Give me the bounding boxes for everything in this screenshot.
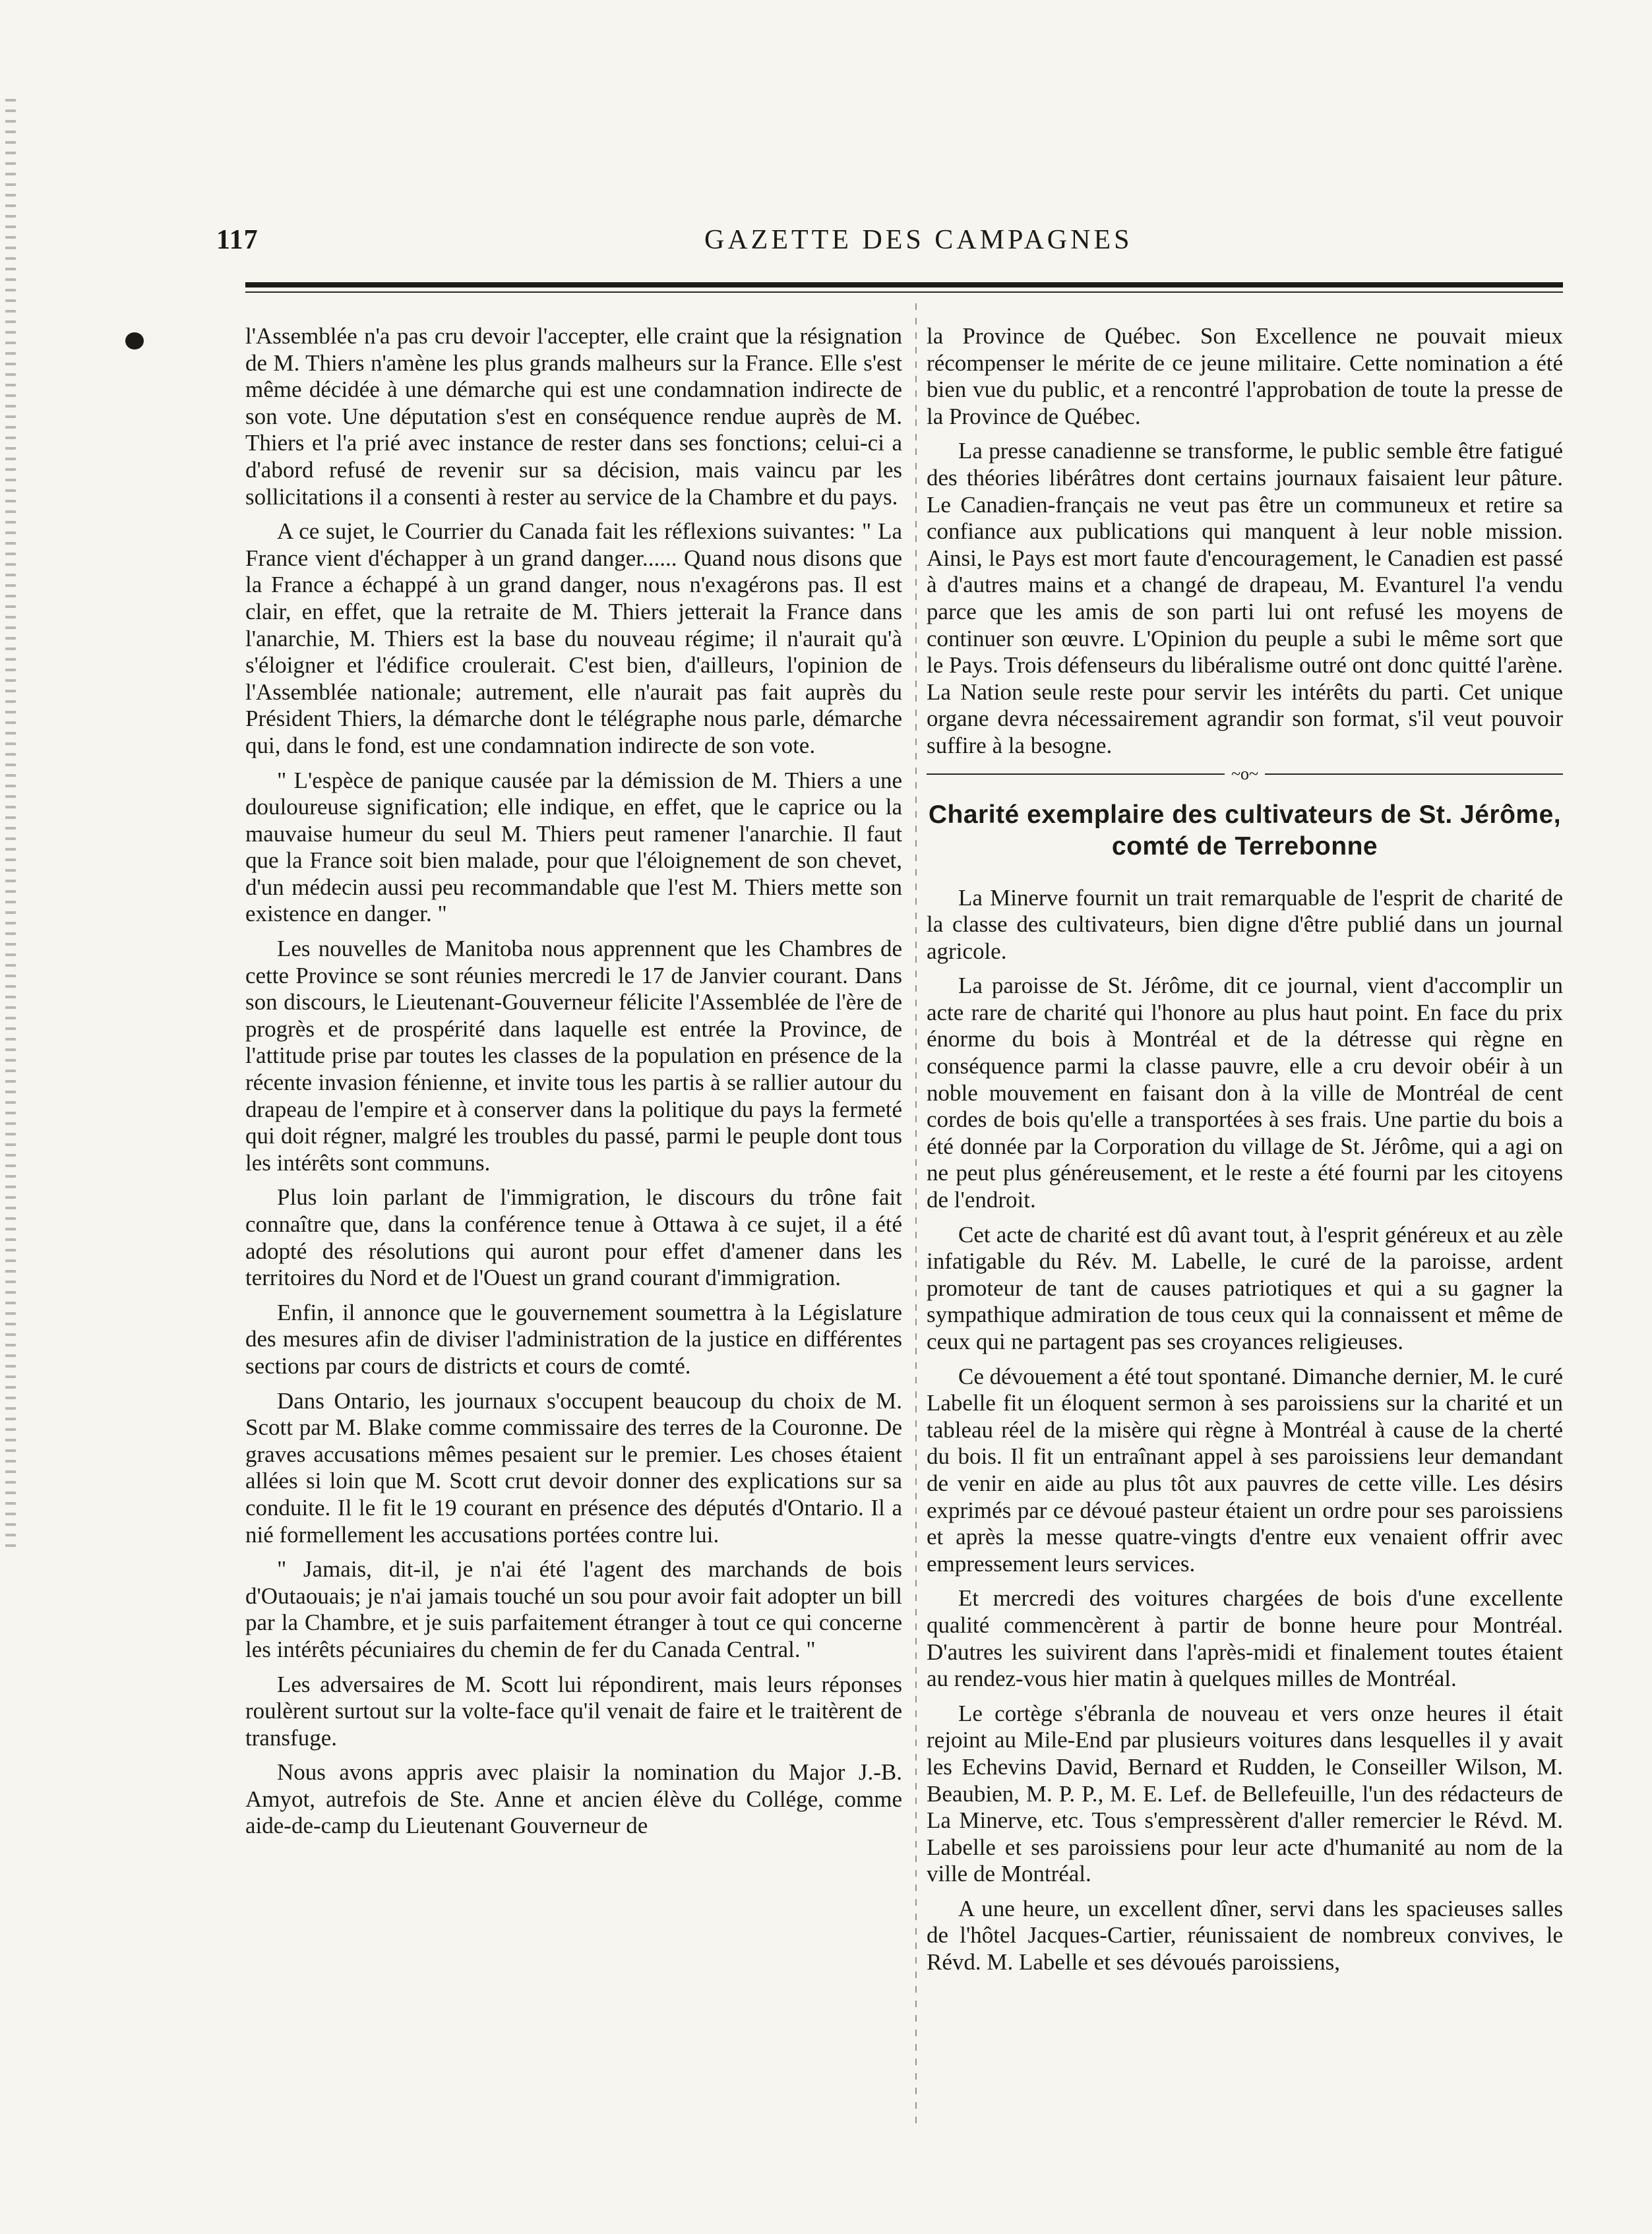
paragraph: Dans Ontario, les journaux s'occupent beaucoup du choix de M. Scott par M. Blake comme commissaire des terres de la Couronne. De graves accusations mêmes pesaient sur le premier. Les choses étaient allées si loin que M. Scott crut devoir donner des explications sur sa conduite. Il le fit le 19 courant en présence des députés d'Ontario. Il a nié formellement les accusations portées contre lui. xyxy=(245,1387,902,1548)
paragraph: la Province de Québec. Son Excellence ne pouvait mieux récompenser le mérite de ce jeune militaire. Cette nomination a été bien vue du public, et a rencontré l'approbation de toute la presse de la Province de Québec. xyxy=(927,323,1563,429)
page-number: 117 xyxy=(216,225,259,255)
article-title: Charité exemplaire des cultivateurs de St. Jérôme, comté de Terrebonne xyxy=(928,800,1562,860)
column-divider xyxy=(915,303,917,2123)
page-title: GAZETTE DES CAMPAGNES xyxy=(704,225,1133,255)
paragraph: Et mercredi des voitures chargées de bois d'une excellente qualité commencèrent à partir de bonne heure pour Montréal. D'autres les suivirent dans l'après-midi et finalement toutes étaient au rendez-vous hier matin à quelques milles de Montréal. xyxy=(927,1585,1563,1692)
paragraph: A une heure, un excellent dîner, servi dans les spacieuses salles de l'hôtel Jacques-Cartier, réunissaient de nombreux convives, le Révd. M. Labelle et ses dévoués paroissiens, xyxy=(927,1895,1563,1976)
paragraph: Ce dévouement a été tout spontané. Dimanche dernier, M. le curé Labelle fit un éloquent sermon à ses paroissiens sur la charité et un tableau réel de la misère qui règne à Montréal à cause de la cherté du bois. Il fit un entraînant appel à ses paroissiens leur demandant de venir en aide au plus tôt aux pauvres de cette ville. Les désirs exprimés par ce dévoué pasteur étaient un ordre pour ses paroissiens et après la messe quatre-vingts d'entre eux venaient offrir avec empressement leurs services. xyxy=(927,1363,1564,1577)
paragraph: Le cortège s'ébranla de nouveau et vers onze heures il était rejoint au Mile-End par plusieurs voitures dans lesquelles il y avait les Echevins David, Bernard et Rudden, le Conseiller Wilson, M. Beaubien, M. P. P., M. E. Lef. de Bellefeuille, l'un des rédacteurs de La Minerve, etc. Tous s'empressèrent d'aller remercier le Révd. M. Labelle et ses paroissiens pour leur acte d'humanité au nom de la ville de Montréal. xyxy=(927,1700,1563,1887)
paragraph: Les nouvelles de Manitoba nous apprennent que les Chambres de cette Province se sont réunies mercredi le 17 de Janvier courant. Dans son discours, le Lieutenant-Gouverneur félicite l'Assemblée de l'ère de progrès et de prospérité dans laquelle est entrée la Province, de l'attitude prise par toutes les classes de la population en présence de la récente invasion fénienne, et invite tous les partis à se rallier autour du drapeau de l'empire et à conserver dans la politique du pays la fermeté qui doit régner, malgré les troubles du passé, parmi le peuple dont tous les intérêts sont communs. xyxy=(245,936,902,1176)
right-column xyxy=(927,323,1563,1984)
scan-edge-marks xyxy=(5,99,16,1550)
ornament-line xyxy=(1265,773,1563,775)
paragraph: A ce sujet, le Courrier du Canada fait les réflexions suivantes: " La France vient d'échapper à un grand danger...... Quand nous disons que la France a échappé à un grand danger, nous n'exagérons pas. Il est clair, en effet, que la retraite de M. Thiers jetterait la France dans l'anarchie, M. Thiers est la base du nouveau régime; il n'aurait qu'à s'éloigner et l'édifice croulerait. C'est bien, d'ailleurs, l'opinion de l'Assemblée nationale; autrement, elle n'aurait pas fait auprès du Président Thiers, la démarche dont le télégraphe nous parle, démarche qui, dans le fond, est une condamnation indirecte de son vote. xyxy=(245,518,902,758)
paragraph: Enfin, il annonce que le gouvernement soumettra à la Législature des mesures afin de diviser l'administration de la justice en différentes sections par cours de districts et cours de comté. xyxy=(245,1299,902,1379)
paragraph: " L'espèce de panique causée par la démission de M. Thiers a une douloureuse signification; elle indique, en effet, que le caprice ou la mauvaise humeur du seul M. Thiers peut ramener l'anarchie. Il faut que la France soit bien malade, pour que l'éloignement de son chevet, d'un médecin aussi peu recommandable que l'est M. Thiers mette son existence en danger. " xyxy=(245,767,902,927)
header-rule xyxy=(245,282,1563,287)
paragraph: Les adversaires de M. Scott lui répondirent, mais leurs réponses roulèrent surtout sur la volte-face qu'il venait de faire et le traitèrent de transfuge. xyxy=(245,1671,902,1751)
paragraph: Cet acte de charité est dû avant tout, à l'esprit généreux et au zèle infatigable du Rév. M. Labelle, le curé de la paroisse, ardent promoteur de tant de causes patriotiques et qui a su gagner la sympathique admiration de tous ceux qui la connaissent et même de ceux qui ne partagent pas ses croyances religieuses. xyxy=(927,1221,1563,1354)
paragraph: La Minerve fournit un trait remarquable de l'esprit de charité de la classe des cultivateurs, bien digne d'être publié dans un journal agricole. xyxy=(927,884,1563,964)
paragraph: l'Assemblée n'a pas cru devoir l'accepter, elle craint que la résignation de M. Thiers n'amène les plus grands malheurs sur la France. Elle s'est même décidée à une démarche qui est une condamnation indirecte de son vote. Une députation s'est en conséquence rendue auprès de M. Thiers et l'a prié avec instance de rester dans ses fonctions; celui-ci a d'abord refusé de revenir sur sa décision, mais vaincu par les sollicitations il a consenti à rester au service de la Chambre et du pays. xyxy=(245,323,902,510)
paragraph: Nous avons appris avec plaisir la nomination du Major J.-B. Amyot, autrefois de Ste. Anne et ancien élève du Collége, comme aide-de-camp du Lieutenant Gouverneur de xyxy=(245,1759,902,1839)
paragraph: La paroisse de St. Jérôme, dit ce journal, vient d'accomplir un acte rare de charité qui l'honore au plus haut point. En face du prix énorme du bois à Montréal et de la détresse qui règne en conséquence parmi la classe pauvre, elle a cru devoir obéir à un noble mouvement en faisant don à la ville de Montréal de cent cordes de bois qu'elle a transportées à ses frais. Une partie du bois a été donnée par la Corporation du village de St. Jérôme, qui a agi on ne peut plus généreusement, et le reste a été fourni par les citoyens de l'endroit. xyxy=(927,973,1563,1213)
margin-bullet xyxy=(125,332,144,349)
ornament-line xyxy=(927,773,1225,775)
paragraph: " Jamais, dit-il, je n'ai été l'agent des marchands de bois d'Outaouais; je n'ai jamais touché un sou pour avoir fait adopter un bill par la Chambre, et je suis parfaitement étranger à tout ce qui concerne les intérêts pécuniaires du chemin de fer du Canada Central. " xyxy=(245,1556,902,1662)
header-rule-thin xyxy=(245,291,1563,293)
left-column xyxy=(245,323,902,1848)
ornament-mark: ~o~ xyxy=(1231,764,1259,783)
paragraph: La presse canadienne se transforme, le public semble être fatigué des théories libérâtres dont certains journaux faisaient leur pâture. Le Canadien-français ne veut pas être un communeux et retire sa confiance aux publications qui manquent à leur noble mission. Ainsi, le Pays est mort faute d'encouragement, le Canadien est passé à d'autres mains et a changé de drapeau, M. Evanturel l'a vendu parce que les amis de son parti lui ont refusé les moyens de continuer son œuvre. L'Opinion du peuple a subi le même sort que le Pays. Trois défenseurs du libéralisme outré ont donc quitté l'arène. La Nation seule reste pour servir les intérêts du parti. Cet unique organe devra nécessairement agrandir son format, s'il veut pouvoir suffire à la besogne. xyxy=(927,438,1563,758)
section-ornament xyxy=(927,764,1563,783)
paragraph: Plus loin parlant de l'immigration, le discours du trône fait connaître que, dans la conférence tenue à Ottawa à ce sujet, il a été adopté des résolutions qui auront pour effet d'amener dans les territoires du Nord et de l'Ouest un grand courant d'immigration. xyxy=(245,1184,902,1291)
